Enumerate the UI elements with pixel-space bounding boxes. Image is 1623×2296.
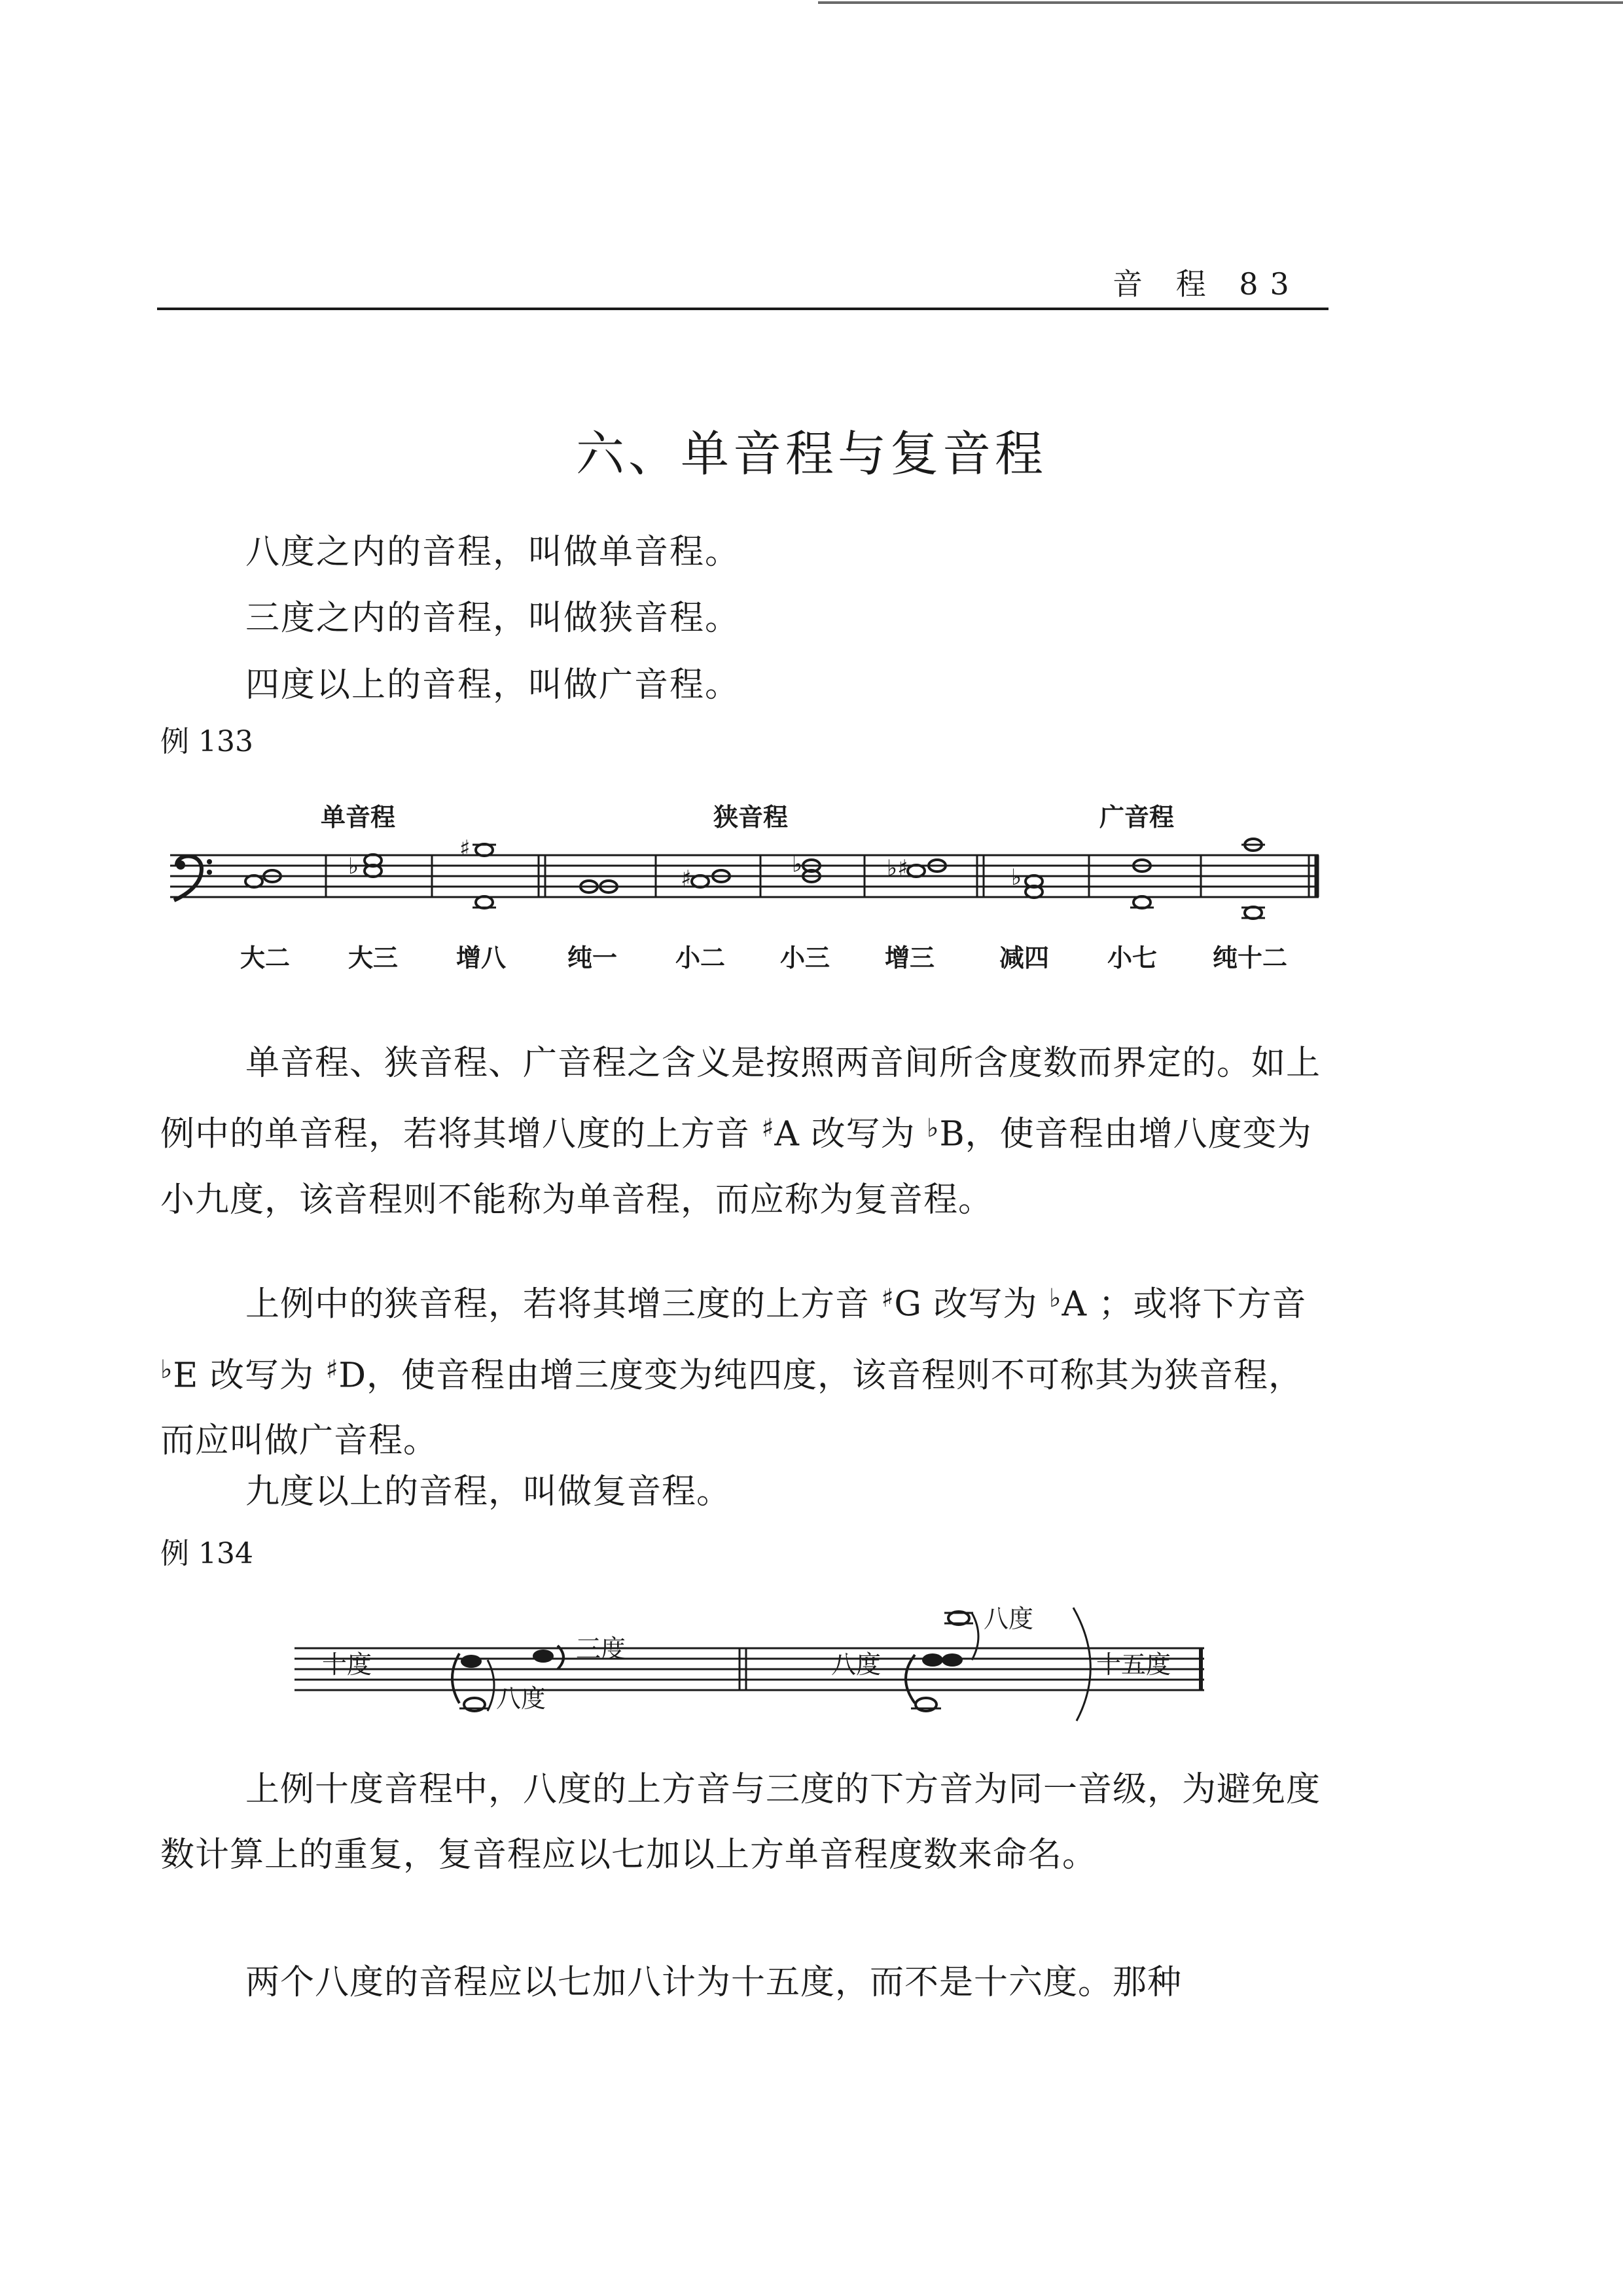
interval-name-3rd: 三度 [576,1634,626,1663]
paragraph-1-text-a: 单音程、狭音程、广音程之含义是按照两音间所含度数而界定的。如上例中的单音程，若将其增八度的上方音 [160,1044,1321,1154]
interval-label: 减四 [999,944,1049,972]
interval-label: 大二 [240,944,290,972]
paragraph-2-text-d: E 改写为 [173,1356,314,1396]
header-rule [157,308,1329,310]
definition-line: 四度以上的音程，叫做广音程。 [245,665,741,705]
sharp-icon: ♯ [761,1114,775,1143]
example-134-label: 例 134 [160,1537,253,1570]
paragraph-3-text: 九度以上的音程，叫做复音程。 [245,1472,732,1511]
group-label-wide: 广音程 [1099,803,1175,832]
paragraph-2-text-a: 上例中的狭音程，若将其增三度的上方音 [245,1284,870,1324]
svg-text:♯: ♯ [459,838,471,862]
definition-line: 三度之内的音程，叫做狭音程。 [245,599,741,638]
note-heads [245,839,1262,919]
top-rule [818,1,1623,4]
paragraph-2-text-e: D，使音程由增三度变为纯四度，该音程则不可称其为狭音程，而应叫做广音程。 [160,1356,1304,1461]
svg-text:♭: ♭ [1011,864,1022,891]
group-label-simple: 单音程 [321,803,396,832]
running-header: 音 程 83 [1113,266,1301,302]
paragraph-4 [160,1757,1322,1888]
paragraph-2-text-c: A ；或将下方音 [1061,1284,1307,1324]
paragraph-1-text-b: A 改写为 [774,1114,916,1154]
interval-name-8ve-label: 八度 [831,1650,882,1679]
paragraph-2 [160,1266,1322,1474]
interval-10th [322,1634,626,1713]
bass-clef-icon [174,856,212,900]
svg-text:♯: ♯ [681,866,692,892]
interval-label: 大三 [348,944,398,972]
flat-icon: ♭ [1049,1284,1062,1313]
interval-label: 纯十二 [1212,944,1287,972]
interval-label: 增三 [884,944,935,972]
paragraph-5-text: 两个八度的音程应以七加八计为十五度，而不是十六度。那种 [245,1963,1183,2002]
interval-label: 小二 [675,944,725,972]
interval-label: 纯一 [567,944,617,972]
section-title: 六、单音程与复音程 [576,426,1047,482]
sharp-icon: ♯ [881,1284,895,1313]
definition-line: 八度之内的音程，叫做单音程。 [245,533,741,572]
svg-text:♭♯: ♭♯ [887,855,908,881]
paragraph-2-text-b: G 改写为 [894,1284,1038,1324]
paragraph-4-text: 上例十度音程中，八度的上方音与三度的下方音为同一音级，为避免度数计算上的重复，复音程应以七加以上方单音程度数来命名。 [160,1770,1321,1875]
staff-lines [294,1648,1204,1690]
sharp-icon: ♯ [325,1354,339,1385]
interval-name-10th: 十度 [322,1650,372,1679]
svg-text:♭: ♭ [792,851,803,877]
paragraph-5 [160,1950,1322,2015]
interval-name-8ve: 八度 [496,1684,546,1713]
flat-icon: ♭ [160,1354,173,1385]
paragraph-1-text-c: B，使音程由增八度变为小九度，该音程则不能称为单音程，而应称为复音程。 [160,1114,1312,1220]
interval-15th [831,1604,1171,1721]
staff-example-133 [157,838,1335,936]
interval-label: 增八 [455,944,506,972]
paragraph-3 [160,1459,1322,1525]
interval-label: 小三 [779,944,830,972]
group-label-narrow: 狭音程 [713,803,789,832]
interval-name-15th: 十五度 [1096,1650,1171,1679]
svg-text:♭: ♭ [348,853,359,879]
interval-label: 小七 [1107,944,1157,972]
staff-example-134 [288,1600,1211,1731]
interval-name-upper-8ve: 八度 [984,1604,1034,1633]
paragraph-1 [160,1031,1322,1233]
example-133-label: 例 133 [160,725,253,758]
flat-icon: ♭ [927,1114,940,1143]
